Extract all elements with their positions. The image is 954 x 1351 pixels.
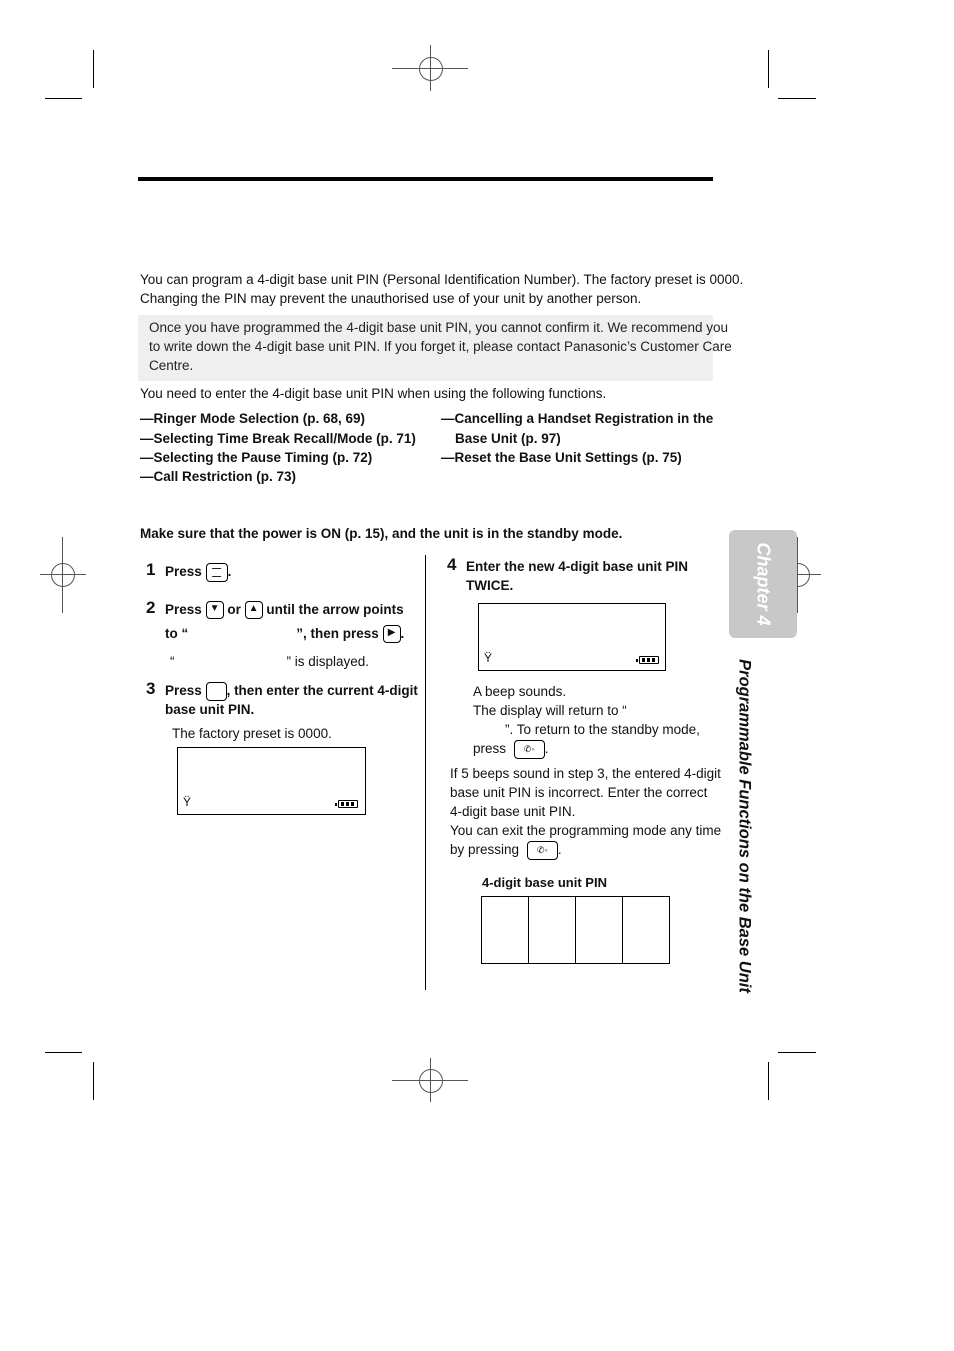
function-item: —Reset the Base Unit Settings (p. 75) <box>441 450 682 465</box>
header-rule <box>138 177 713 181</box>
pin-cell <box>623 897 670 964</box>
pin-table-label: 4-digit base unit PIN <box>482 875 607 890</box>
function-item: —Selecting the Pause Timing (p. 72) <box>140 450 373 465</box>
step-number: 2 <box>146 598 156 617</box>
crop-mark <box>768 1062 769 1100</box>
battery-icon <box>338 800 358 808</box>
step3-text: Press , then enter the current 4-digit <box>165 681 418 701</box>
note-text: Once you have programmed the 4-digit base unit PIN, you cannot confirm it. We recommend you to write down the 4-digit base unit PIN. If you forget it, please contact Panasonic’s Customer Care Centre. <box>149 320 732 373</box>
crop-mark <box>45 1052 82 1053</box>
step2-text-line2: to “ ”, then press ▶ . <box>165 624 404 643</box>
crop-mark <box>93 50 94 88</box>
crop-mark <box>768 50 769 88</box>
function-item: —Ringer Mode Selection (p. 68, 69) <box>140 411 366 426</box>
function-key-icon <box>206 682 227 701</box>
right-arrow-key-icon: ▶ <box>383 625 401 643</box>
off-key-icon: ✆◦ <box>527 841 558 860</box>
precondition: Make sure that the power is ON (p. 15), and the unit is in the standby mode. <box>140 526 623 541</box>
pin-cell <box>482 897 529 964</box>
chapter-label: Chapter 4 <box>753 542 774 626</box>
antenna-icon: Ÿ <box>183 795 192 809</box>
registration-mark-icon <box>419 57 443 81</box>
pin-cell <box>576 897 623 964</box>
lcd-display <box>177 747 366 815</box>
section-title: Programmable Functions on the Base Unit <box>735 659 754 993</box>
column-divider <box>425 555 426 990</box>
factory-note: The factory preset is 0000. <box>172 726 332 741</box>
crop-mark <box>778 1052 816 1053</box>
step4-text: Enter the new 4-digit base unit PIN <box>466 559 689 574</box>
step-number: 4 <box>447 555 457 574</box>
intro-text: You can program a 4-digit base unit PIN (Personal Identification Number). The factory preset is 0000. Changing the PIN may prevent the unauthorised use of your unit by another person. <box>140 272 744 306</box>
step4-result: A beep sounds. The display will return to “ ”. To return to the standby mode, press ✆◦ . <box>473 682 700 759</box>
function-item: —Selecting Time Break Recall/Mode (p. 71) <box>140 431 416 446</box>
function-item: —Cancelling a Handset Registration in the <box>441 411 714 426</box>
up-arrow-key-icon: ▲ <box>245 601 263 619</box>
crop-mark <box>45 98 82 99</box>
registration-mark-icon <box>51 563 75 587</box>
step2-text: Press ▼ or ▲ until the arrow points <box>165 600 404 619</box>
crop-mark <box>93 1062 94 1100</box>
notes-right: If 5 beeps sound in step 3, the entered 4-digit base unit PIN is incorrect. Enter the correct 4-digit base unit PIN. You can exit the programming mode any time by pressing ✆◦ . <box>450 764 721 860</box>
step2-result: “ ” is displayed. <box>170 654 370 669</box>
down-arrow-key-icon: ▼ <box>206 601 224 619</box>
step3-text-line2: base unit PIN. <box>165 702 255 717</box>
registration-mark-icon <box>419 1069 443 1093</box>
step4-text-line2: TWICE. <box>466 578 514 593</box>
menu-key-icon: — — <box>206 563 228 582</box>
pin-cell <box>529 897 576 964</box>
function-item-cont: Base Unit (p. 97) <box>455 431 561 446</box>
function-item: —Call Restriction (p. 73) <box>140 469 297 484</box>
step-number: 3 <box>146 679 156 698</box>
battery-icon <box>639 656 659 664</box>
antenna-icon: Ÿ <box>484 651 493 665</box>
functions-intro: You need to enter the 4-digit base unit PIN when using the following functions. <box>140 386 607 401</box>
lcd-display <box>478 603 666 671</box>
step1-text: Press — — . <box>165 562 232 581</box>
crop-mark <box>778 98 816 99</box>
off-key-icon: ✆◦ <box>514 740 545 759</box>
pin-table <box>481 896 670 964</box>
step-number: 1 <box>146 560 156 579</box>
